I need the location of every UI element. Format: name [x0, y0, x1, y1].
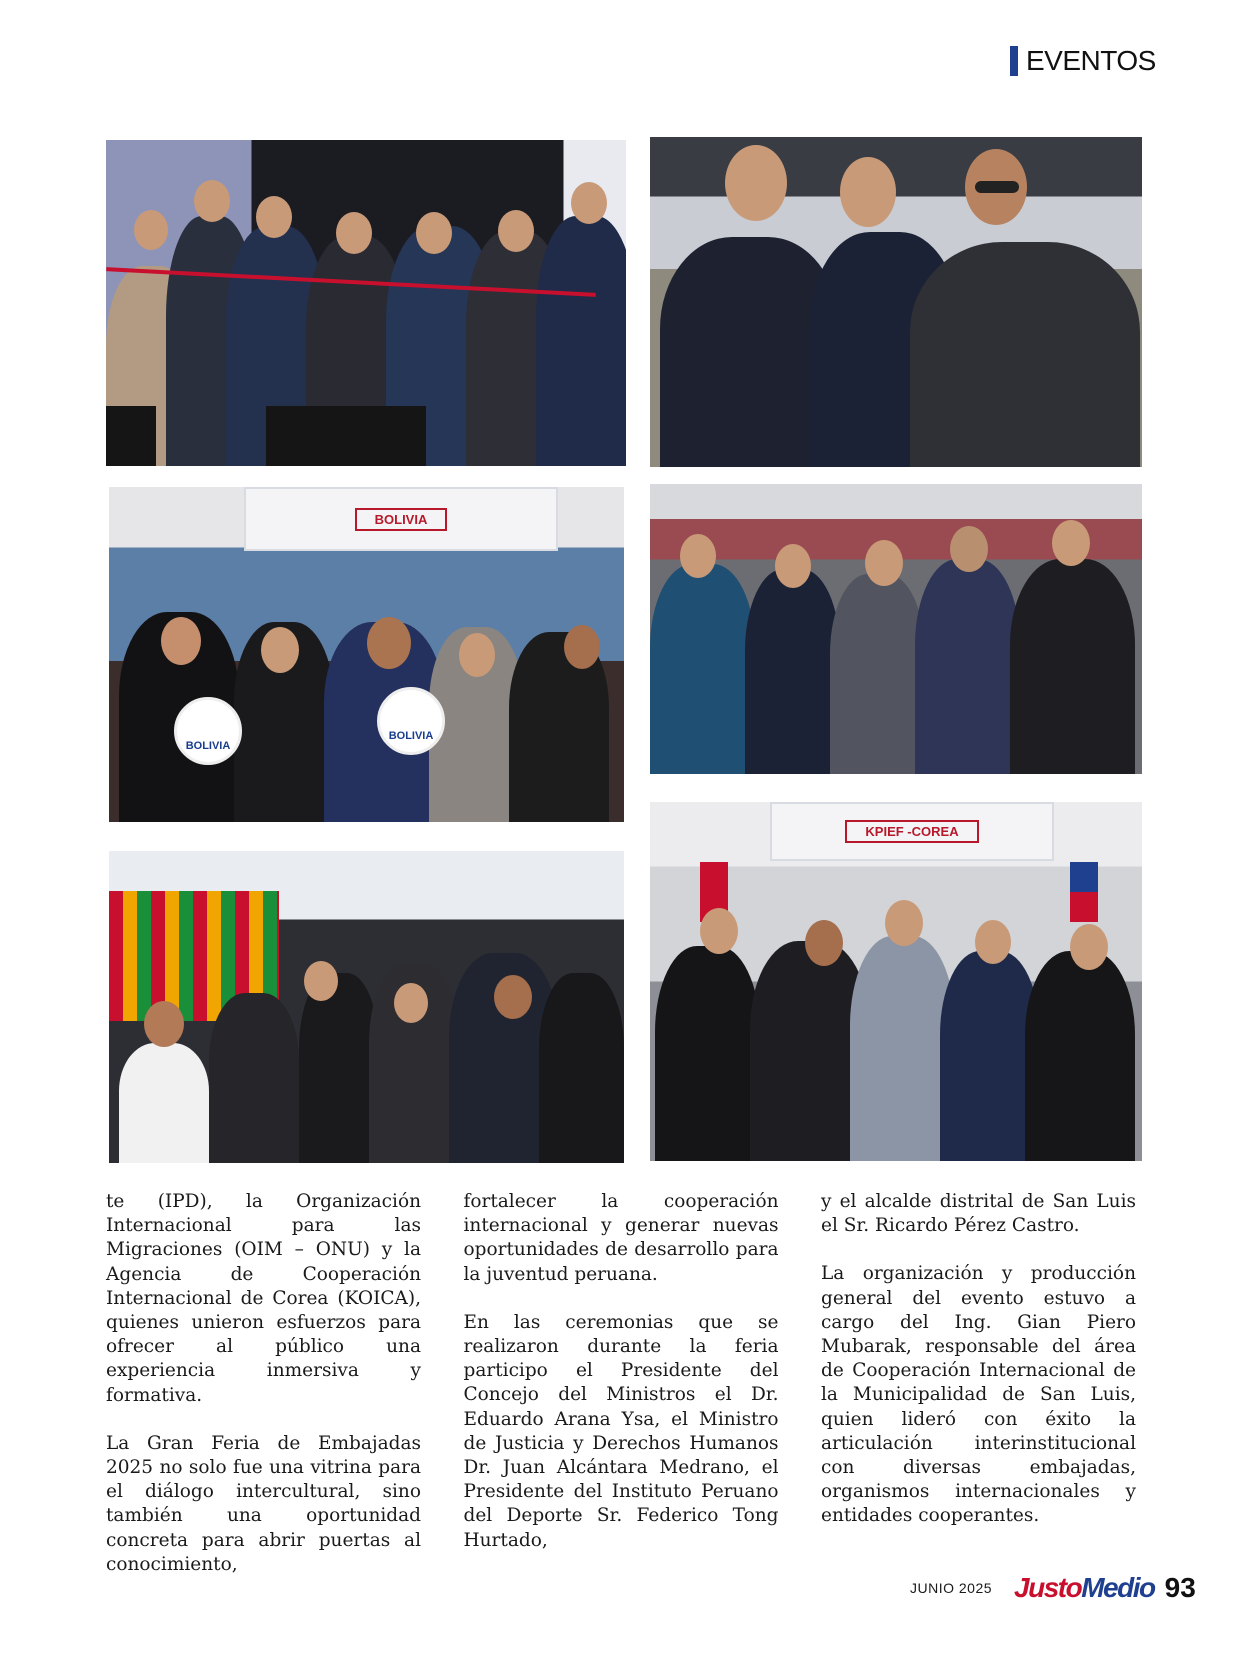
paragraph: y el alcalde distrital de San Luis el Sr. Ricardo Pérez Castro.: [821, 1191, 1136, 1237]
photo-fair-crowd: [109, 851, 624, 1163]
paragraph: La Gran Feria de Embajadas 2025 no solo fue una vitrina para el diálogo intercultural, sino también una oportunidad concreta para abrir puertas al conocimiento,: [106, 1432, 421, 1575]
photo-ribbon-cutting: [106, 140, 626, 466]
section-header: [1010, 46, 1156, 76]
bolivia-sign-left: BOLIVIA: [174, 697, 242, 765]
booth-banner-label: BOLIVIA: [355, 508, 448, 531]
paragraph: En las ceremonias que se realizaron durante la feria participo el Presidente del Concejo del Ministros el Dr. Eduardo Arana Ysa, el Ministro de Justicia y Derechos Humanos Dr. Juan Alcántara Medrano, el Presidente del Instituto Peruano del Deporte Sr. Federico Tong Hurtado,: [463, 1311, 779, 1551]
logo-part-medio: Medio: [1081, 1572, 1155, 1603]
photo-officials: [650, 484, 1142, 774]
article-column-2: [464, 1190, 779, 1601]
article-body: [106, 1190, 1136, 1601]
paragraph: fortalecer la cooperación internacional y generar nuevas oportunidades de desarrollo para la juventud peruana.: [463, 1191, 779, 1285]
logo-part-justo: Justo: [1014, 1572, 1082, 1603]
section-accent-bar: [1010, 46, 1018, 76]
paragraph: te (IPD), la Organización Internacional para las Migraciones (OIM – ONU) y la Agencia de Cooperación Internacional de Corea (KOICA), quienes unieron esfuerzos para ofrecer al público una experiencia inmersiva y formativa.: [106, 1191, 421, 1406]
photo-bolivia-booth: [109, 487, 624, 822]
section-title: EVENTOS: [1026, 45, 1156, 76]
issue-date: JUNIO 2025: [910, 1580, 993, 1596]
article-column-3: [821, 1190, 1136, 1601]
photo-korea-booth: [650, 802, 1142, 1161]
paragraph: La organización y producción general del evento estuvo a cargo del Ing. Gian Piero Mubarak, responsable del área de Cooperación Internacional de la Municipalidad de San Luis, quien lideró con éxito la articulación interinstitucional con diversas embajadas, organismos internacionales y entidades cooperantes.: [821, 1263, 1136, 1527]
page-footer: [910, 1570, 1196, 1606]
page-number: 93: [1164, 1572, 1196, 1603]
magazine-logo: [1014, 1572, 1155, 1604]
bolivia-sign-right: BOLIVIA: [377, 687, 445, 755]
booth-banner-label: KPIEF -COREA: [845, 820, 978, 843]
article-column-1: [106, 1190, 421, 1601]
photo-dignitaries: [650, 137, 1142, 467]
